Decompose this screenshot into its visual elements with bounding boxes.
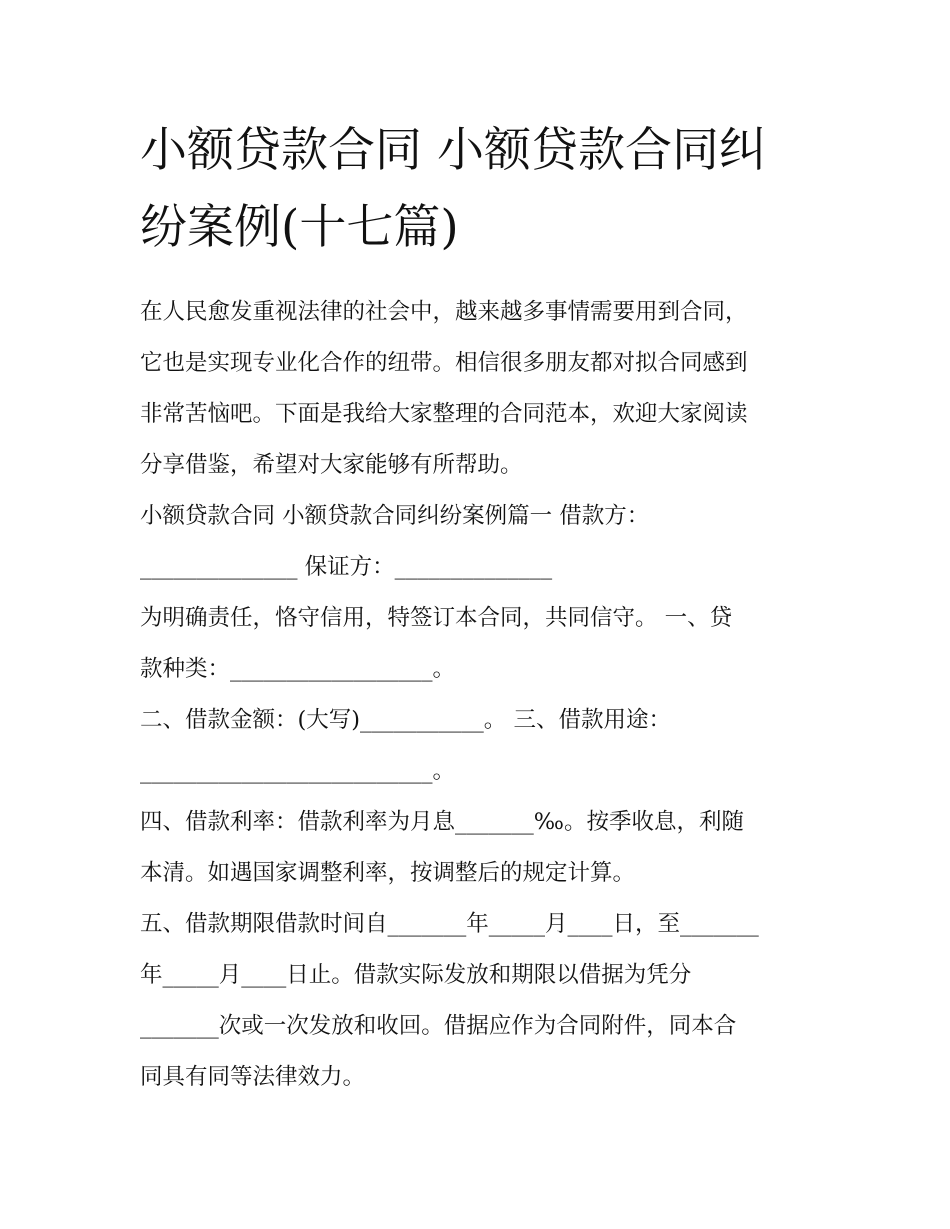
paragraph-line: 非常苦恼吧。下面是我给大家整理的合同范本，欢迎大家阅读 — [140, 401, 748, 427]
paragraph-line: 为明确责任，恪守信用，特签订本合同，共同信守。 一、贷 — [140, 605, 733, 631]
paragraph-line: 年_____月____日止。借款实际发放和期限以借据为凭分 — [140, 962, 692, 988]
paragraph-line: __________________________。 — [140, 758, 456, 784]
paragraph-line: _______次或一次发放和收回。借据应作为合同附件，同本合 — [140, 1013, 737, 1039]
title-line: 纷案例(十七篇) — [140, 200, 459, 255]
paragraph-line: 二、借款金额：(大写)___________。 三、借款用途： — [140, 707, 671, 733]
paragraph-line: 四、借款利率：借款利率为月息_______‰。按季收息，利随 — [140, 809, 744, 835]
paragraph-line: 本清。如遇国家调整利率，按调整后的规定计算。 — [140, 860, 636, 886]
paragraph-line: 同具有同等法律效力。 — [140, 1064, 366, 1090]
document-title — [140, 112, 810, 266]
paragraph-line: 它也是实现专业化合作的纽带。相信很多朋友都对拟合同感到 — [140, 350, 748, 376]
paragraph-line: 在人民愈发重视法律的社会中，越来越多事情需要用到合同， — [140, 299, 748, 325]
document-body — [140, 287, 810, 1103]
paragraph-line: 五、借款期限借款时间自_______年_____月____日，至_______ — [140, 911, 759, 937]
title-line: 小额贷款合同 小额贷款合同纠 — [140, 123, 766, 178]
paragraph-line: ______________ 保证方：______________ — [140, 554, 553, 580]
paragraph-line: 分享借鉴，希望对大家能够有所帮助。 — [140, 452, 523, 478]
paragraph-line: 小额贷款合同 小额贷款合同纠纷案例篇一 借款方： — [140, 503, 650, 529]
paragraph-line: 款种类：__________________。 — [140, 656, 456, 682]
